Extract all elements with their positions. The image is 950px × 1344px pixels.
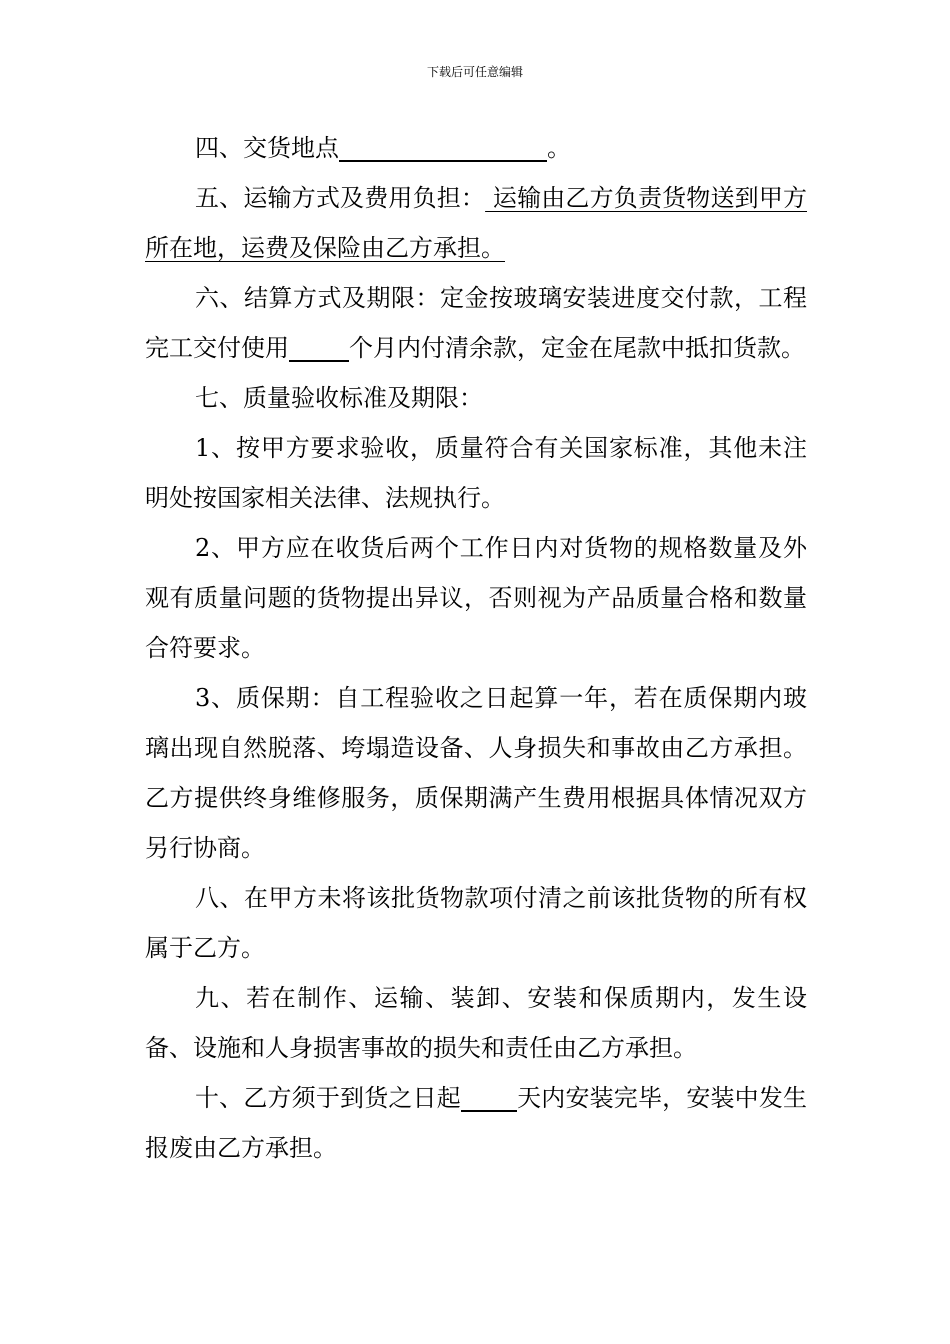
days-blank: [461, 1080, 517, 1112]
clause-7-item-2: 2、甲方应在收货后两个工作日内对货物的规格数量及外观有质量问题的货物提出异议，否则视为产品质量合格和数量合符要求。: [145, 534, 807, 662]
clause-6-before: 六、结算方式及期限：定金按玻璃安装进度交付款，工程完工交付使用: [145, 284, 807, 362]
clause-5-filled-value: 运输由乙方负责货物送到甲方所在地，运费及保险由乙方承担。: [145, 184, 807, 262]
clause-9-liability: 九、若在制作、运输、装卸、安装和保质期内，发生设备、设施和人身损害事故的损失和责任由乙方承担。: [145, 984, 807, 1062]
clause-10-after: 天内安装完毕，安装中发生报废由乙方承担。: [145, 1084, 808, 1162]
clause-6-settlement: [145, 273, 807, 373]
delivery-place-blank: [339, 130, 547, 162]
clause-10-installation: [145, 1073, 807, 1173]
clause-7-item-1: 1、按甲方要求验收，质量符合有关国家标准，其他未注明处按国家相关法律、法规执行。: [145, 434, 807, 512]
clause-4-end: 。: [547, 134, 571, 162]
clause-4-delivery-place: [145, 123, 807, 173]
clause-4-label: 四、交货地点: [195, 134, 339, 162]
page-header-note: 下载后可任意编辑: [426, 65, 523, 79]
months-blank: [289, 330, 349, 362]
clause-7-heading: 七、质量验收标准及期限：: [195, 384, 483, 412]
clause-5-transport: [145, 173, 807, 273]
clause-8-ownership: 八、在甲方未将该批货物款项付清之前该批货物的所有权属于乙方。: [145, 884, 807, 962]
clause-5-label: 五、运输方式及费用负担：: [195, 184, 486, 212]
clause-10-before: 十、乙方须于到货之日起: [195, 1084, 461, 1112]
contract-body: [145, 123, 807, 1173]
clause-6-after: 个月内付清余款，定金在尾款中抵扣货款。: [349, 334, 805, 362]
clause-7-item-3: 3、质保期：自工程验收之日起算一年，若在质保期内玻璃出现自然脱落、垮塌造设备、人身损失和事故由乙方承担。乙方提供终身维修服务，质保期满产生费用根据具体情况双方另行协商。: [145, 684, 807, 862]
